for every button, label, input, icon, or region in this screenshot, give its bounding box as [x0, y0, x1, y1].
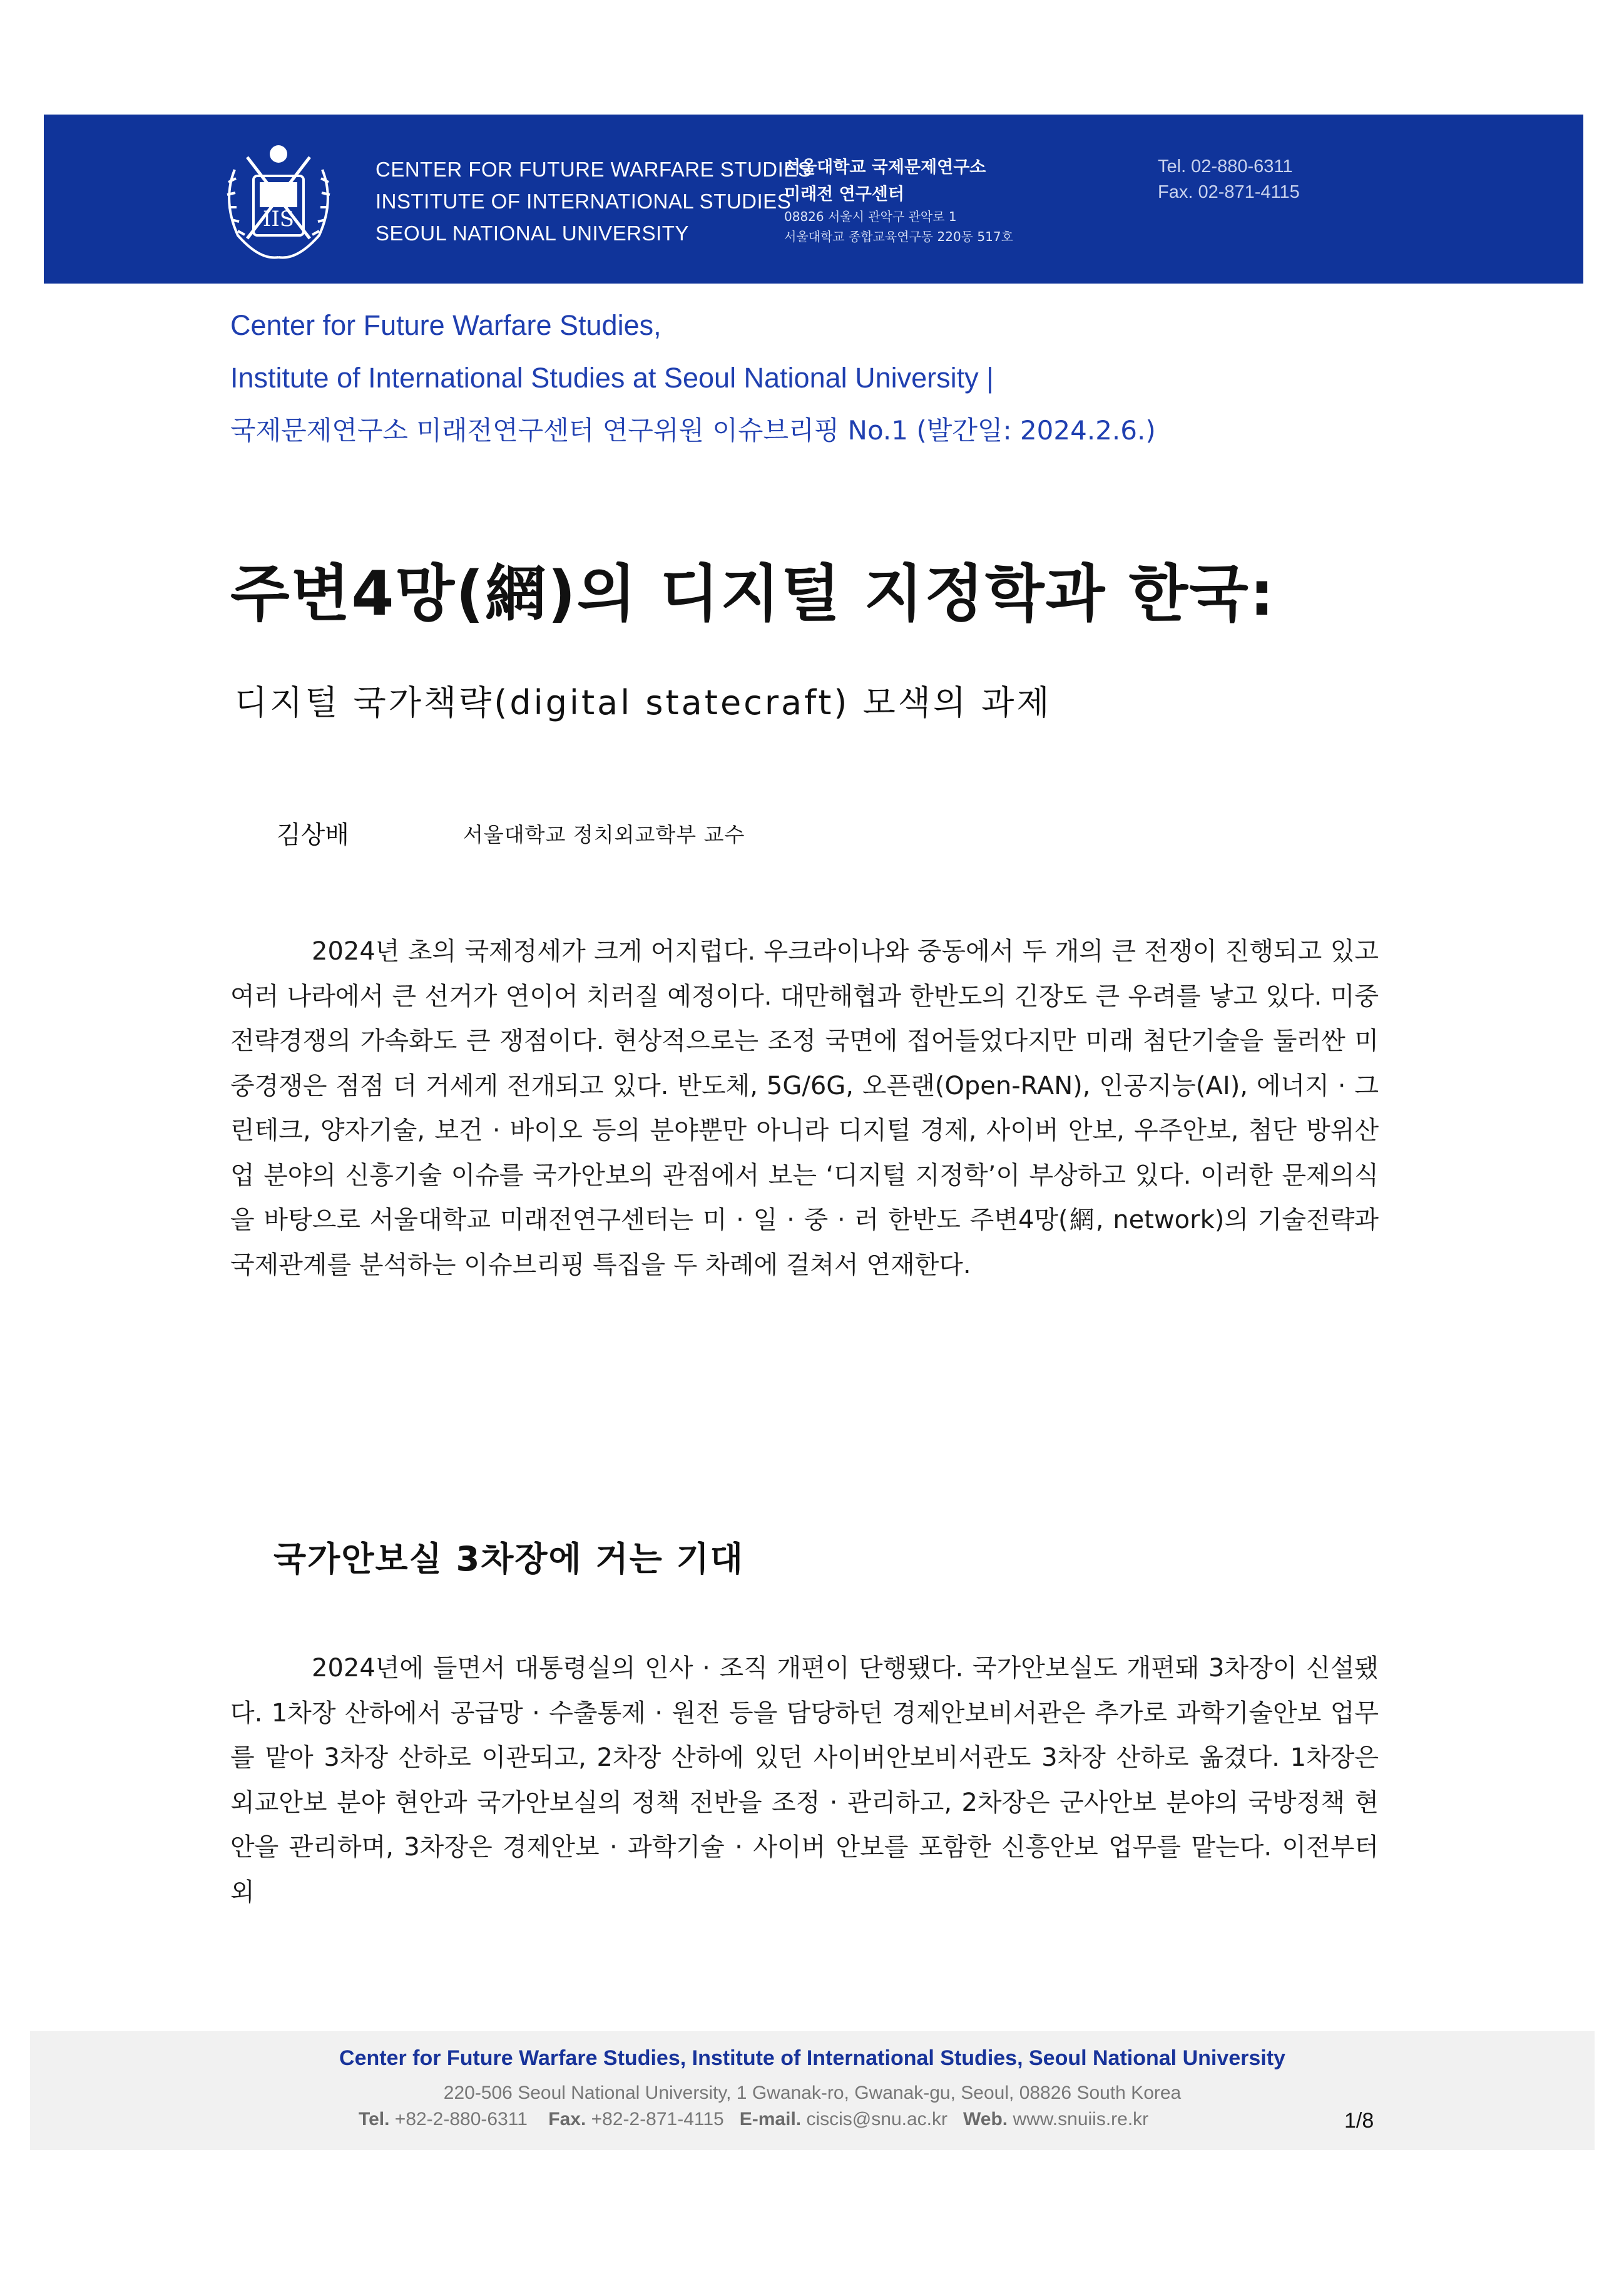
pub-line-2: Institute of International Studies at Seoul National University |	[230, 362, 994, 394]
footer-web-label: Web.	[963, 2109, 1008, 2129]
author-name: 김상배	[277, 821, 349, 849]
publication-info	[230, 299, 1156, 457]
pub-line-1: Center for Future Warfare Studies,	[230, 309, 661, 341]
logo-text: IIS	[262, 207, 295, 232]
header-band	[44, 115, 1583, 284]
page-number: 1/8	[1344, 2109, 1374, 2133]
footer-address: 220-506 Seoul National University, 1 Gwanak-ro, Gwanak-gu, Seoul, 08826 South Korea	[443, 2083, 1182, 2103]
page-title: 주변4망(網)의 디지털 지정학과 한국:	[230, 558, 1275, 630]
footer-tel-label: Tel.	[359, 2109, 390, 2129]
author-affiliation: 서울대학교 정치외교학부 교수	[463, 823, 745, 847]
page-footer	[30, 2031, 1595, 2150]
footer-org-name: Center for Future Warfare Studies, Institute of International Studies, Seoul National University	[339, 2046, 1285, 2070]
inst-en-line: INSTITUTE OF INTERNATIONAL STUDIES	[375, 190, 792, 213]
fax-number: Fax. 02-871-4115	[1158, 182, 1300, 202]
institute-name-kr	[784, 154, 986, 208]
footer-tel: +82-2-880-6311	[394, 2109, 528, 2129]
tel-number: Tel. 02-880-6311	[1158, 156, 1293, 177]
institute-name-en	[375, 153, 812, 249]
university-emblem-icon	[210, 132, 347, 270]
address-line: 서울대학교 종합교육연구동 220동 517호	[784, 229, 1013, 244]
inst-kr-line: 서울대학교 국제문제연구소	[784, 158, 986, 177]
institute-address	[784, 207, 1013, 247]
footer-contacts	[359, 2109, 1148, 2130]
contact-block	[1158, 154, 1300, 205]
body-paragraph: 2024년에 들면서 대통령실의 인사 · 조직 개편이 단행됐다. 국가안보실도 개편돼 3차장이 신설됐다. 1차장 산하에서 공급망 · 수출통제 · 원전 등을 담당하던 경제안보비서관은 추가로 과학기술안보 업무를 맡아 3차장 산하로 이관되고, 2차장 산하에 있던 사이버안보비서관도 3차장 산하로 옮겼다. 1차장은 외교안보 분야 현안과 국가안보실의 정책 전반을 조정 · 관리하고, 2차장은 군사안보 분야의 국방정책 현안을 관리하며, 3차장은 경제안보 · 과학기술 · 사이버 안보를 포함한 신흥안보 업무를 맡는다. 이전부터 외	[230, 1654, 1379, 1907]
footer-web-link[interactable]: www.snuiis.re.kr	[1013, 2109, 1149, 2129]
footer-email-label: E-mail.	[739, 2109, 802, 2129]
footer-fax: +82-2-871-4115	[591, 2109, 724, 2129]
body-paragraph: 2024년 초의 국제정세가 크게 어지럽다. 우크라이나와 중동에서 두 개의 큰 전쟁이 진행되고 있고 여러 나라에서 큰 선거가 연이어 치러질 예정이다. 대만해협과 한반도의 긴장도 큰 우려를 낳고 있다. 미중 전략경쟁의 가속화도 큰 쟁점이다. 현상적으로는 조정 국면에 접어들었다지만 미래 첨단기술을 둘러싼 미중경쟁은 점점 더 거세게 전개되고 있다. 반도체, 5G/6G, 오픈랜(Open-RAN), 인공지능(AI), 에너지 · 그린테크, 양자기술, 보건 · 바이오 등의 분야뿐만 아니라 디지털 경제, 사이버 안보, 우주안보, 첨단 방위산업 분야의 신흥기술 이슈를 국가안보의 관점에서 보는 ‘디지털 지정학’이 부상하고 있다. 이러한 문제의식을 바탕으로 서울대학교 미래전연구센터는 미 · 일 · 중 · 러 한반도 주변4망(網, network)의 기술전략과 국제관계를 분석하는 이슈브리핑 특집을 두 차례에 걸쳐서 연재한다.	[230, 937, 1379, 1279]
footer-fax-label: Fax.	[548, 2109, 586, 2129]
section-heading: 국가안보실 3차장에 거는 기대	[273, 1539, 744, 1579]
page-subtitle: 디지털 국가책략(digital statecraft) 모색의 과제	[235, 683, 1052, 722]
footer-email-link[interactable]: ciscis@snu.ac.kr	[806, 2109, 947, 2129]
inst-en-line: SEOUL NATIONAL UNIVERSITY	[375, 222, 689, 245]
inst-kr-line: 미래전 연구센터	[784, 185, 904, 204]
pub-line-3: 국제문제연구소 미래전연구센터 연구위원 이슈브리핑 No.1 (발간일: 2024.2.6.)	[230, 415, 1156, 446]
address-line: 08826 서울시 관악구 관악로 1	[784, 209, 957, 224]
inst-en-line: CENTER FOR FUTURE WARFARE STUDIES	[375, 158, 812, 181]
